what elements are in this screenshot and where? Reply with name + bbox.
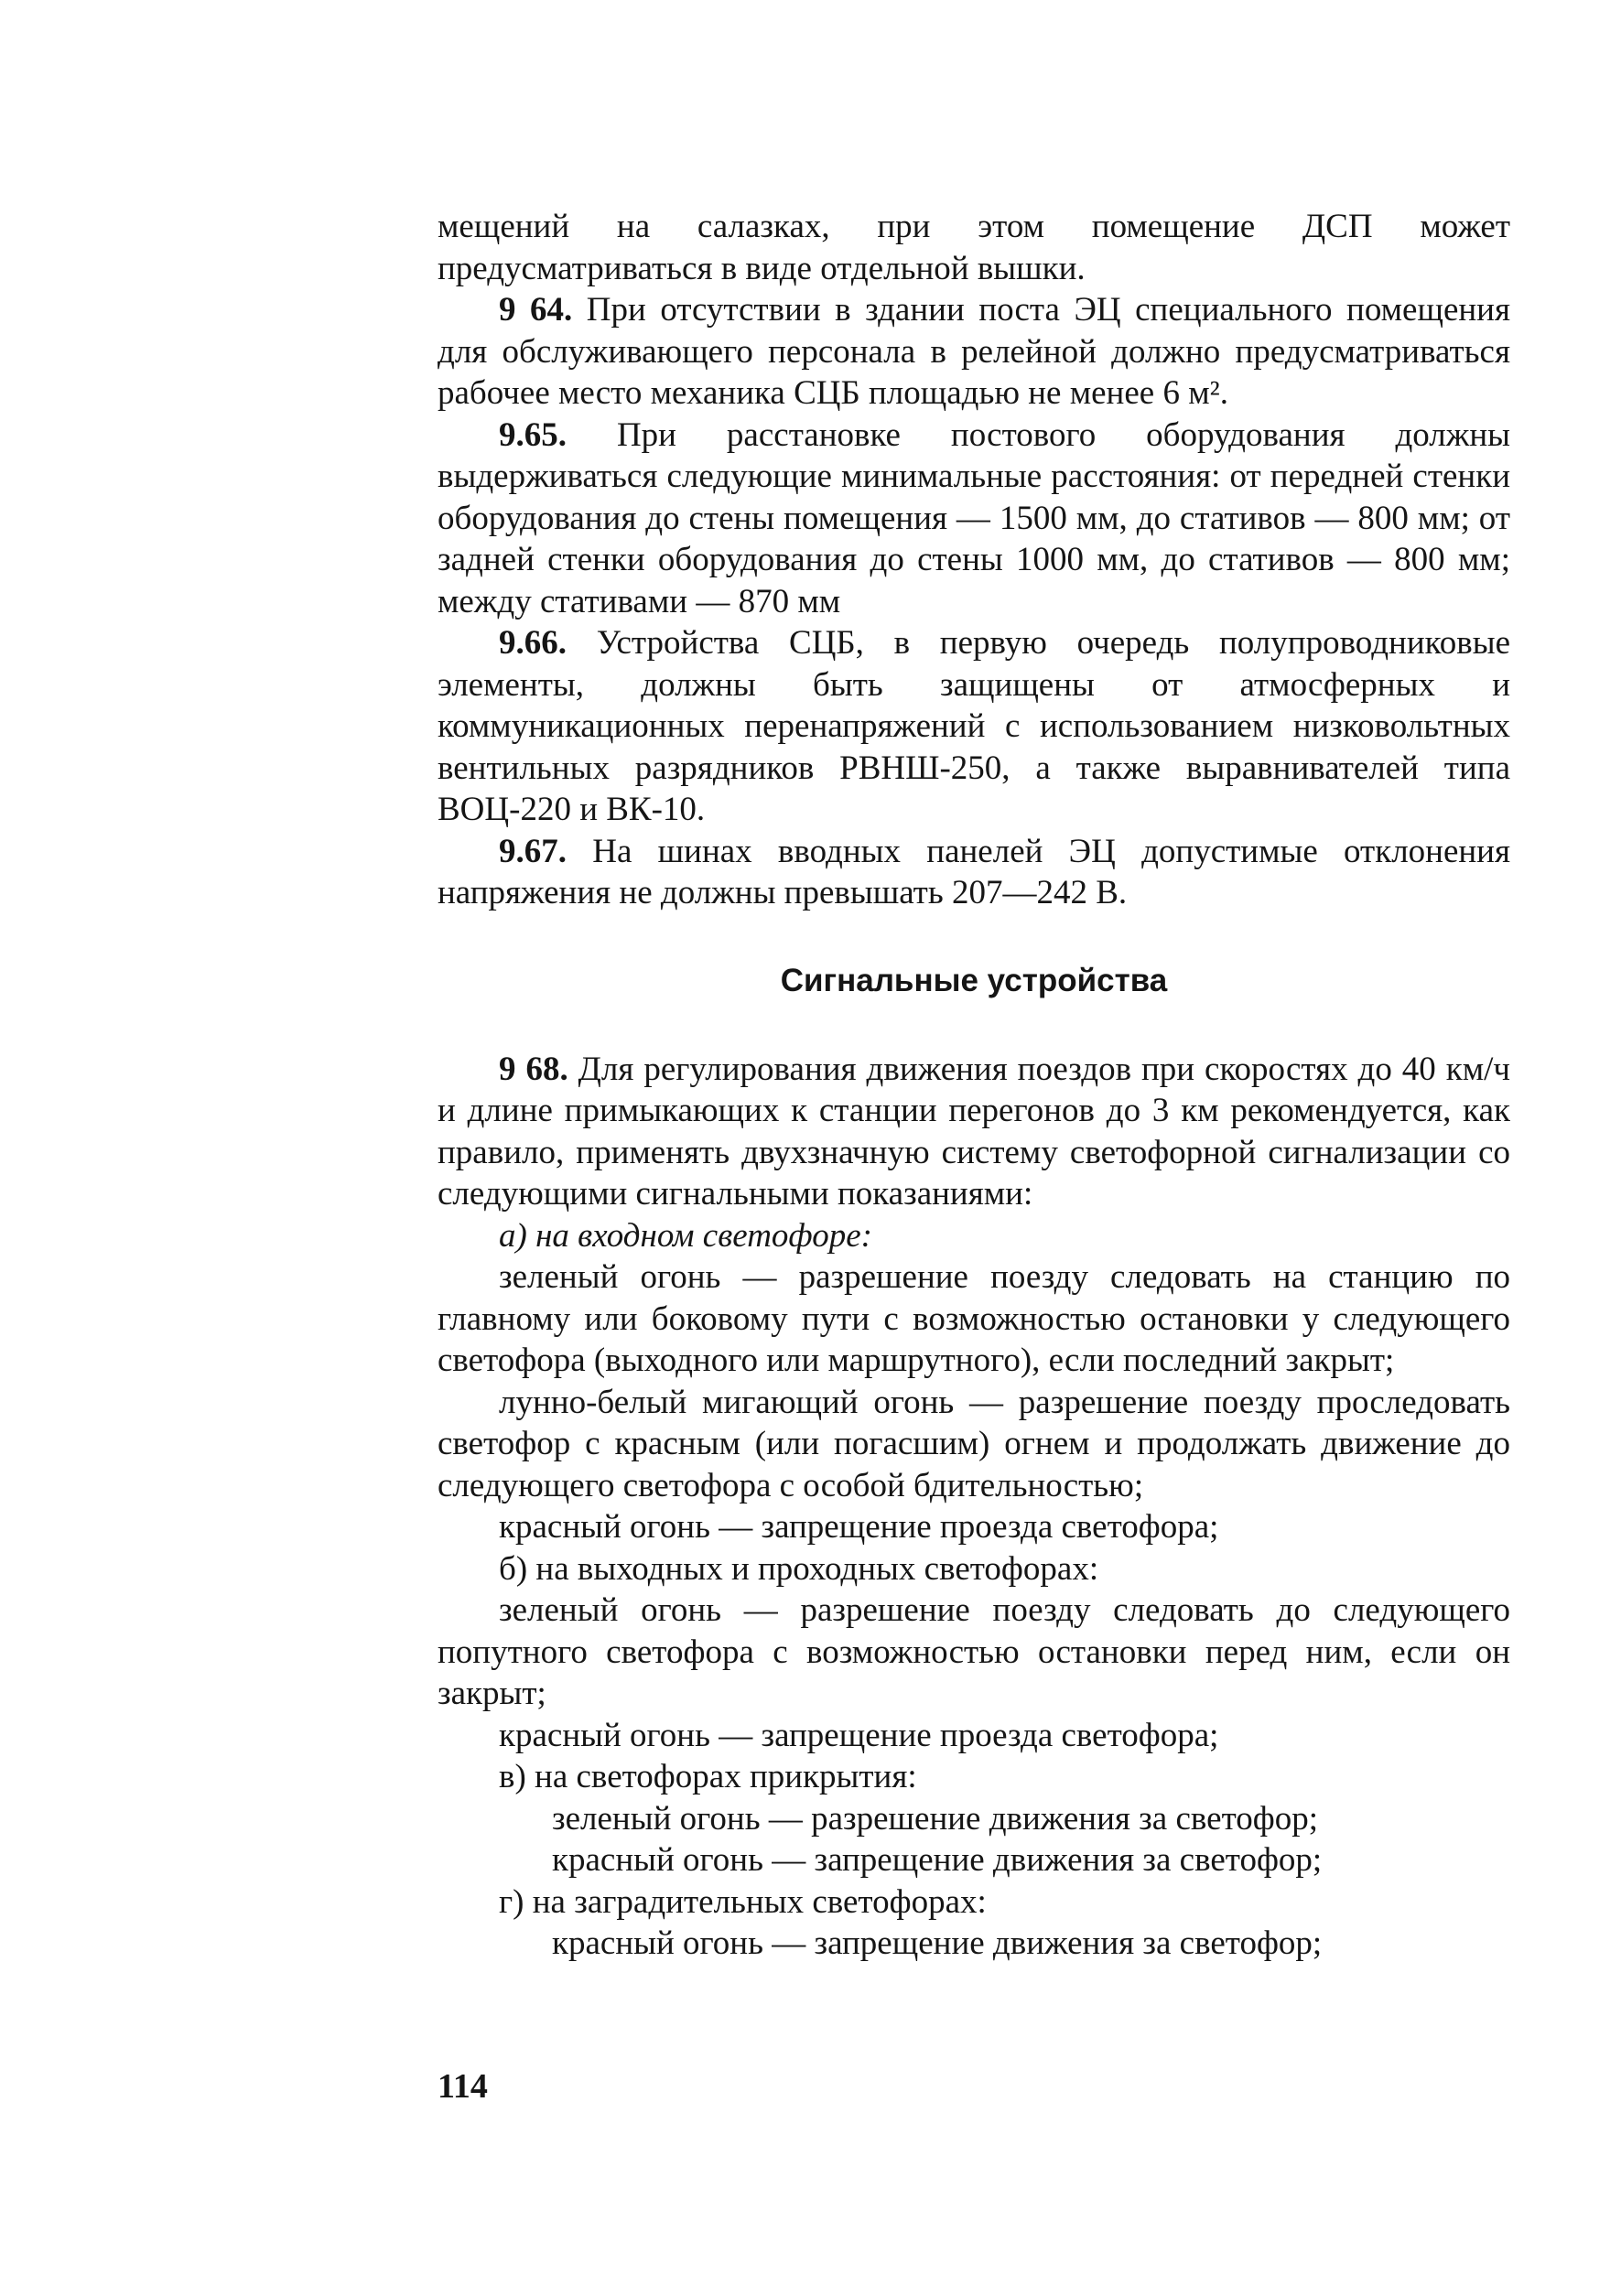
list-item-v: в) на светофорах прикрытия: bbox=[499, 1758, 917, 1795]
paragraph-number: 9.67. bbox=[499, 832, 567, 870]
paragraph-9-65 bbox=[438, 415, 1510, 623]
paragraph-text: Устройства СЦБ, в первую очередь полупроводниковые элементы, должны быть защищены от атмосферных и коммуникационных перенапряжений с использованием низковольтных вентильных разрядников РВНШ-250, а также выравнивателей типа ВОЦ-220 и ВК-10. bbox=[438, 624, 1511, 828]
signal-a-white: лунно-белый мигающий огонь — разрешение поезду проследовать светофор с красным (или погасшим) огнем и продолжать движение до следующего светофора с особой бдительностью; bbox=[438, 1383, 1510, 1504]
signal-a-green: зеленый огонь — разрешение поезду следовать на станцию по главному или боковому пути с возможностью остановки у следующего светофора (выходного или маршрутного), если последний закрыт; bbox=[438, 1258, 1510, 1379]
list-item-a: а) на входном светофоре: bbox=[499, 1216, 872, 1255]
paragraph-text: При отсутствии в здании поста ЭЦ специального помещения для обслуживающего персонала в релейной должно предусматриваться рабочее место механика СЦБ площадью не менее 6 м². bbox=[438, 291, 1510, 412]
section-heading: Сигнальные устройства bbox=[780, 962, 1168, 998]
signal-g-red: красный огонь — запрещение движения за светофор; bbox=[552, 1924, 1323, 1962]
paragraph-text: Для регулирования движения поездов при скоростях до 40 км/ч и длине примыкающих к станции перегонов до 3 км рекомендуется, как правило, применять двухзначную систему светофорной сигнализации со следующими сигнальными показаниями: bbox=[438, 1050, 1511, 1213]
paragraph-number: 9.66. bbox=[499, 624, 567, 662]
signal-b-red: красный огонь — запрещение проезда светофора; bbox=[499, 1716, 1219, 1754]
paragraph-number: 9 64. bbox=[499, 291, 573, 329]
paragraph-text: При расстановке постового оборудования должны выдерживаться следующие минимальные расстояния: от передней стенки оборудования до стены помещения — 1500 мм, до стативов — 800 мм; от задней стенки оборудования до стены 1000 мм, до стативов — 800 мм; между стативами — 870 мм bbox=[438, 415, 1511, 620]
signal-v-red: красный огонь — запрещение движения за светофор; bbox=[552, 1841, 1323, 1879]
body-text bbox=[438, 206, 1510, 1965]
page-number: 114 bbox=[438, 2067, 488, 2106]
list-item-g: г) на заградительных светофорах: bbox=[499, 1882, 987, 1921]
paragraph-number: 9 68. bbox=[499, 1050, 568, 1088]
signal-a-red: красный огонь — запрещение проезда светофора; bbox=[499, 1508, 1219, 1546]
paragraph-number: 9.65. bbox=[499, 415, 567, 454]
paragraph-continued bbox=[438, 206, 1510, 289]
signal-v-green: зеленый огонь — разрешение движения за светофор; bbox=[552, 1799, 1318, 1838]
paragraph-text: мещений на салазках, при этом помещение ДСП может предусматриваться в виде отдельной вышки. bbox=[438, 208, 1510, 287]
list-item-b: б) на выходных и проходных светофорах: bbox=[499, 1549, 1099, 1588]
paragraph-text: На шинах вводных панелей ЭЦ допустимые отклонения напряжения не должны превышать 207—242 В. bbox=[438, 832, 1511, 911]
paragraph-9-66 bbox=[438, 622, 1510, 831]
signal-b-green: зеленый огонь — разрешение поезду следовать до следующего попутного светофора с возможностью остановки перед ним, если он закрыт; bbox=[438, 1591, 1510, 1712]
paragraph-9-64 bbox=[438, 289, 1510, 415]
paragraph-9-67 bbox=[438, 831, 1510, 914]
paragraph-9-68 bbox=[438, 1049, 1510, 1215]
